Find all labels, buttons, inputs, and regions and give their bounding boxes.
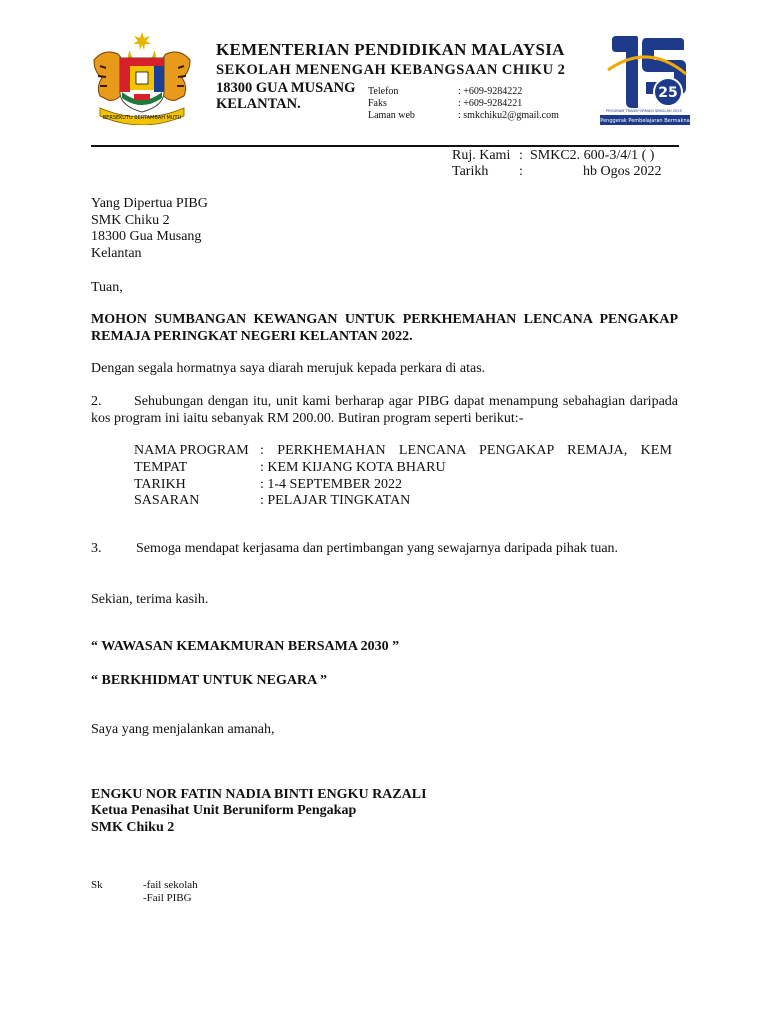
letter-subject: MOHON SUMBANGAN KEWANGAN UNTUK PERKHEMAHAN LENCANA PENGAKAP REMAJA PERINGKAT NEGERI KELANTAN 2022. bbox=[91, 312, 678, 344]
program-label: SASARAN bbox=[134, 493, 200, 508]
ts-logo-subtitle: PROGRAM TRANSFORMASI SEKOLAH 2025 bbox=[606, 109, 682, 113]
recipient-address bbox=[91, 196, 208, 262]
recipient-line: Kelantan bbox=[91, 245, 142, 261]
contact-value-web: : smkchiku2@gmail.com bbox=[458, 110, 559, 121]
program-value: : PELAJAR TINGKATAN bbox=[260, 493, 411, 508]
ref-label: Ruj. Kami bbox=[452, 148, 511, 163]
program-row-date bbox=[134, 477, 402, 493]
date-value: hb Ogos 2022 bbox=[583, 164, 662, 179]
paragraph-3-number: 3. bbox=[91, 541, 102, 556]
signatory-name: ENGKU NOR FATIN NADIA BINTI ENGKU RAZALI bbox=[91, 787, 427, 802]
contact-value-phone: : +609-9284222 bbox=[458, 86, 523, 97]
program-row-venue bbox=[134, 460, 446, 476]
ts25-program-logo bbox=[600, 30, 690, 125]
sign-off-line: Saya yang menjalankan amanah, bbox=[91, 722, 275, 737]
motto-berkhidmat: “ BERKHIDMAT UNTUK NEGARA ” bbox=[91, 673, 327, 688]
contact-value-fax: : +609-9284221 bbox=[458, 98, 523, 109]
paragraph-2-text: Sehubungan dengan itu, unit kami berharap agar PIBG dapat menampung sebahagian daripada kos program ini iaitu sebanyak RM 200.00. Butiran program seperti berikut:- bbox=[91, 394, 678, 426]
signatory-title: Ketua Penasihat Unit Beruniform Pengakap bbox=[91, 803, 357, 818]
ref-sep: : bbox=[519, 148, 523, 163]
signatory-org: SMK Chiku 2 bbox=[91, 820, 175, 835]
school-name: SEKOLAH MENENGAH KEBANGSAAN CHIKU 2 bbox=[216, 62, 566, 78]
paragraph-2 bbox=[91, 394, 678, 427]
contact-label-phone: Telefon bbox=[368, 86, 399, 97]
date-sep: : bbox=[519, 164, 523, 179]
closing-line: Sekian, terima kasih. bbox=[91, 592, 209, 607]
ts-logo-number: 25 bbox=[658, 85, 678, 101]
program-value: : KEM KIJANG KOTA BHARU bbox=[260, 460, 446, 475]
recipient-line: Yang Dipertua PIBG bbox=[91, 196, 208, 211]
header-divider bbox=[91, 145, 679, 147]
paragraph-2-number: 2. bbox=[91, 394, 102, 409]
date-label: Tarikh bbox=[452, 164, 489, 179]
paragraph-3-text: Semoga mendapat kerjasama dan pertimbangan yang sewajarnya daripada pihak tuan. bbox=[136, 541, 619, 556]
malaysia-coat-of-arms-logo bbox=[86, 30, 198, 125]
ts-logo-banner: Penggerak Pembelajaran Bermakna bbox=[600, 118, 690, 124]
salutation: Tuan, bbox=[91, 280, 123, 295]
program-label: TEMPAT bbox=[134, 460, 188, 475]
cc-item: -fail sekolah bbox=[143, 879, 198, 891]
cc-item: -Fail PIBG bbox=[143, 892, 192, 904]
recipient-line: SMK Chiku 2 bbox=[91, 212, 170, 228]
ref-value: SMKC2. 600-3/4/1 ( ) bbox=[530, 148, 655, 163]
program-value: : 1-4 SEPTEMBER 2022 bbox=[260, 477, 402, 492]
program-row-name bbox=[134, 443, 677, 459]
school-address-line1: 18300 GUA MUSANG bbox=[216, 80, 356, 96]
contact-label-web: Laman web bbox=[368, 110, 415, 121]
program-row-target bbox=[134, 493, 410, 509]
crest-motto-text: BERSEKUTU BERTAMBAH MUTU bbox=[102, 115, 182, 121]
recipient-line: 18300 Gua Musang bbox=[91, 229, 202, 244]
contact-label-fax: Faks bbox=[368, 98, 387, 109]
motto-wawasan: “ WAWASAN KEMAKMURAN BERSAMA 2030 ” bbox=[91, 639, 400, 654]
ministry-title: KEMENTERIAN PENDIDIKAN MALAYSIA bbox=[216, 40, 565, 59]
program-label: TARIKH bbox=[134, 477, 186, 492]
program-value: : PERKHEMAHAN LENCANA PENGAKAP REMAJA, KEM bbox=[260, 443, 672, 458]
paragraph-1: Dengan segala hormatnya saya diarah merujuk kepada perkara di atas. bbox=[91, 361, 486, 376]
school-address-line2: KELANTAN. bbox=[216, 96, 301, 112]
program-label: NAMA PROGRAM bbox=[134, 443, 249, 458]
cc-label: Sk bbox=[91, 879, 103, 891]
